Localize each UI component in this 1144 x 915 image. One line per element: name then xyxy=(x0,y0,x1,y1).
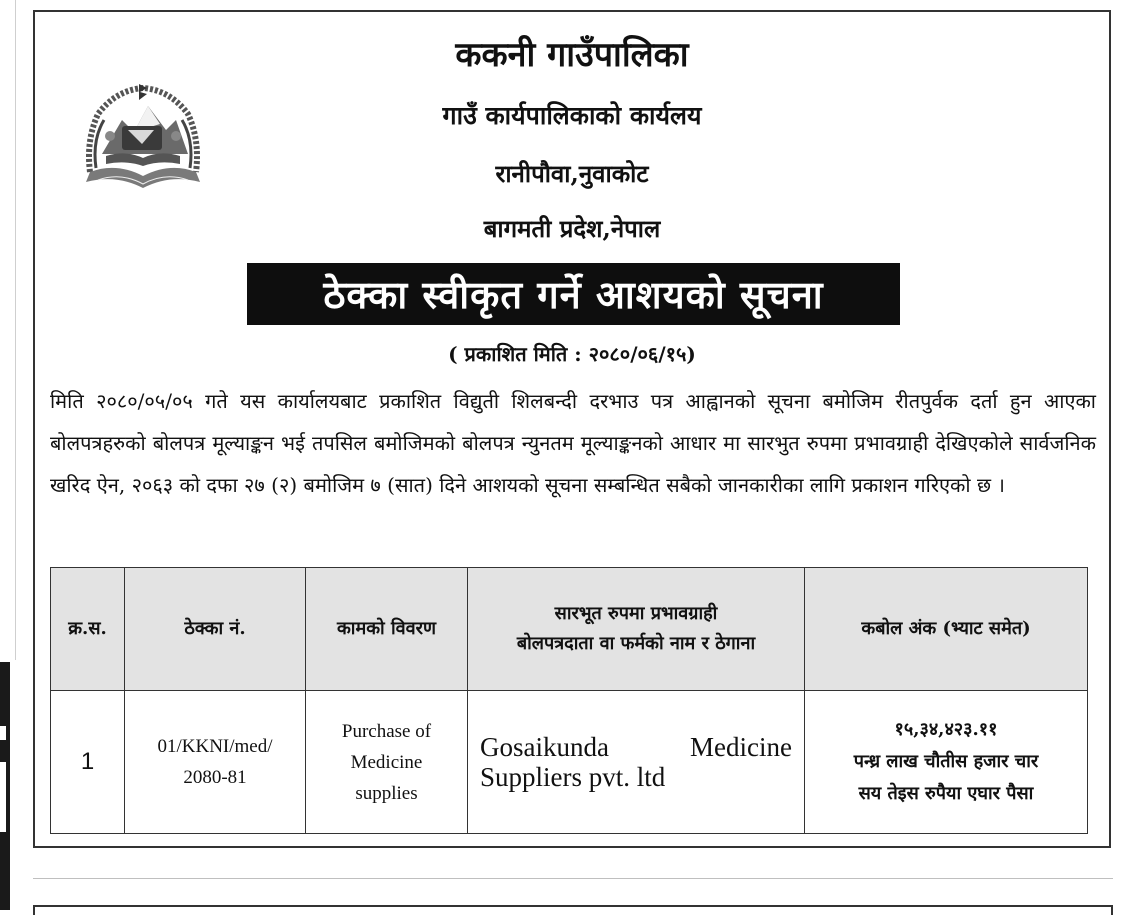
header-work-description: कामको विवरण xyxy=(306,568,468,691)
work-line3: supplies xyxy=(355,782,418,804)
contract-table xyxy=(50,567,1088,834)
header-bidder xyxy=(468,568,805,691)
notice-body-text: मिति २०८०/०५/०५ गते यस कार्यालयबाट प्रकाशित विद्युती शिलबन्दी दरभाउ पत्र आह्वानको सूचना बमोजिम रीतपुर्वक दर्ता हुन आएका बोलपत्रहरुको बोलपत्र मूल्याङ्कन भई तपसिल बमोजिमको बोलपत्र न्युनतम मूल्याङ्कनको आधार मा सारभुत रुपमा प्रभावग्राही देखिएकोले सार्वजनिक खरिद ऐन, २०६३ को दफा २७ (२) बमोजिम ७ (सात) दिने आशयको सूचना सम्बन्धित सबैको जानकारीका लागि प्रकाशन गरिएको छ । xyxy=(50,389,1096,497)
header-amount: कबोल अंक (भ्याट समेत) xyxy=(805,568,1088,691)
row-sn: 1 xyxy=(51,691,125,834)
page-divider xyxy=(33,878,1113,879)
row-bidder xyxy=(468,691,805,834)
contract-no-line2: 2080-81 xyxy=(183,767,247,788)
row-contract-no xyxy=(125,691,306,834)
municipality-name: ककनी गाउँपालिका xyxy=(455,35,689,75)
office-location: रानीपौवा,नुवाकोट xyxy=(495,159,649,188)
adjacent-column-strip xyxy=(0,662,10,910)
row-amount xyxy=(805,691,1088,834)
header-bidder-line1: सारभूत रुपमा प्रभावग्राही xyxy=(554,603,718,624)
amount-figure: १५,३४,४२३.११ xyxy=(894,719,998,740)
next-notice-box-edge xyxy=(33,905,1113,915)
work-line2: Medicine xyxy=(350,751,423,773)
table-header-row xyxy=(51,568,1088,691)
amount-words-line2: सय तेइस रुपैया एघार पैसा xyxy=(858,783,1034,804)
work-line1: Purchase of xyxy=(341,720,432,742)
contract-no-line1: 01/KKNI/med/ xyxy=(157,736,273,757)
amount-words-line1: पन्ध्र लाख चौतीस हजार चार xyxy=(853,751,1039,772)
notice-title: ठेक्का स्वीकृत गर्ने आशयको सूचना xyxy=(247,263,900,325)
bidder-line2: Suppliers pvt. ltd xyxy=(480,762,666,792)
bidder-line1: Gosaikunda Medicine xyxy=(480,732,792,762)
header-sn: क्र.स. xyxy=(51,568,125,691)
header-contract-no: ठेक्का नं. xyxy=(125,568,306,691)
table-row xyxy=(51,691,1088,834)
province-name: बागमती प्रदेश,नेपाल xyxy=(483,214,661,243)
office-name: गाउँ कार्यपालिकाको कार्यलय xyxy=(442,101,702,130)
row-work-description xyxy=(306,691,468,834)
published-date: ( प्रकाशित मिति : २०८०/०६/१५) xyxy=(448,342,696,366)
header-bidder-line2: बोलपत्रदाता वा फर्मको नाम र ठेगाना xyxy=(516,633,756,654)
